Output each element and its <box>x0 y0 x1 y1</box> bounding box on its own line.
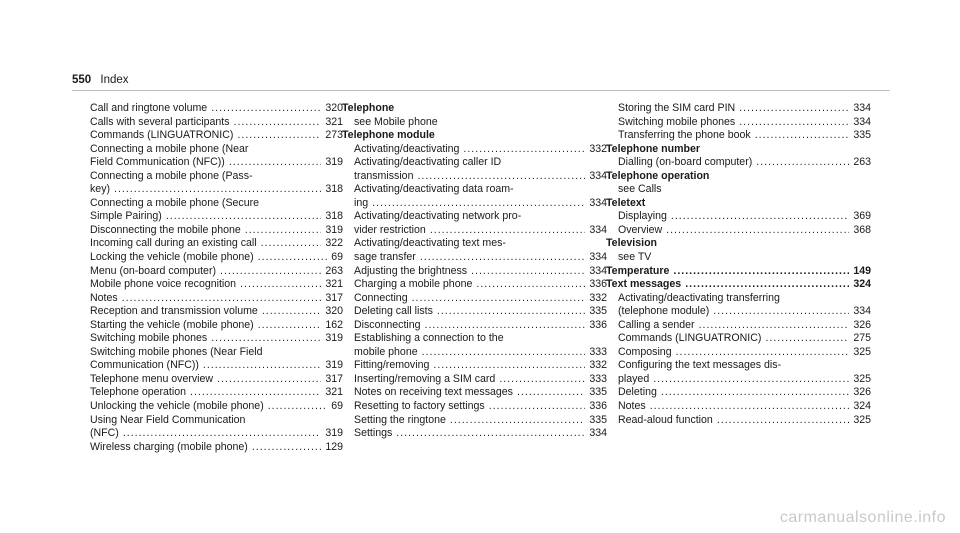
index-entry <box>354 346 607 360</box>
page-ref: 317 <box>325 291 343 304</box>
page-ref: 332 <box>589 142 607 155</box>
entry-text: Composing <box>618 345 672 358</box>
index-entry <box>90 102 343 116</box>
index-entry <box>354 170 607 184</box>
entry-line: Activating/deactivating text mes- <box>354 237 506 250</box>
entry-text: Field Communication (NFC)) <box>90 156 225 169</box>
dot-leader <box>471 265 585 279</box>
dot-leader <box>122 292 322 306</box>
index-entry <box>618 210 871 224</box>
entry-text: played <box>618 372 650 385</box>
page-ref: 325 <box>853 372 871 385</box>
entry-text: Notes <box>90 291 118 304</box>
entry-text: Displaying <box>618 210 667 223</box>
page-ref: 369 <box>853 210 871 223</box>
watermark: carmanualsonline.info <box>779 509 946 526</box>
entry-line: Configuring the text messages dis- <box>618 359 782 372</box>
page-ref: 334 <box>589 169 607 182</box>
index-entry <box>90 305 343 319</box>
page-ref: 334 <box>589 264 607 277</box>
index-heading: Telephone <box>342 102 395 114</box>
dot-leader <box>765 332 849 346</box>
see-reference: see Calls <box>618 183 662 196</box>
dot-leader <box>422 346 586 360</box>
entry-text: Calls with several participants <box>90 115 230 128</box>
index-entry <box>618 386 871 400</box>
dot-leader <box>671 210 849 224</box>
entry-line: Activating/deactivating data roam- <box>354 183 514 196</box>
index-entry <box>354 305 607 319</box>
dot-leader <box>417 170 585 184</box>
page-ref: 129 <box>325 440 343 453</box>
page-ref: 332 <box>589 291 607 304</box>
index-entry <box>354 400 607 414</box>
page-ref: 321 <box>325 115 343 128</box>
page-ref: 324 <box>853 400 871 413</box>
entry-text: Starting the vehicle (mobile phone) <box>90 318 254 331</box>
page-ref: 336 <box>589 278 607 291</box>
index-entry <box>90 237 343 251</box>
index-entry <box>90 156 343 170</box>
index-entry <box>354 278 607 292</box>
entry-text: Resetting to factory settings <box>354 400 485 413</box>
entry-text: Switching mobile phones <box>618 115 736 128</box>
entry-text: Mobile phone voice recognition <box>90 278 237 291</box>
dot-leader <box>412 292 586 306</box>
page-ref: 263 <box>853 156 871 169</box>
index-entry <box>618 332 871 346</box>
index-entry <box>354 143 607 157</box>
page-ref: 336 <box>589 318 607 331</box>
index-entry <box>90 386 343 400</box>
index-entry <box>90 278 343 292</box>
page-ref: 162 <box>325 318 343 331</box>
dot-leader <box>258 251 327 265</box>
dot-leader <box>476 278 585 292</box>
dot-leader <box>653 373 849 387</box>
page-ref: 334 <box>853 115 871 128</box>
entry-text: Simple Pairing) <box>90 210 162 223</box>
index-entry <box>90 400 343 414</box>
entry-text: ing <box>354 196 369 209</box>
entry-text: Commands (LINGUATRONIC) <box>90 129 234 142</box>
page-ref: 336 <box>589 400 607 413</box>
entry-text: mobile phone <box>354 345 418 358</box>
dot-leader <box>437 305 585 319</box>
page-ref: 322 <box>325 237 343 250</box>
page-ref: 275 <box>853 332 871 345</box>
entry-text: Charging a mobile phone <box>354 278 473 291</box>
dot-leader <box>717 414 849 428</box>
dot-leader <box>433 359 585 373</box>
dot-leader <box>372 197 585 211</box>
index-column-3 <box>606 102 871 427</box>
page-ref: 326 <box>853 318 871 331</box>
page-ref: 334 <box>853 102 871 114</box>
page-ref: 317 <box>325 372 343 385</box>
index-heading-entry <box>606 265 871 279</box>
page-ref: 319 <box>325 359 343 372</box>
dot-leader <box>166 210 321 224</box>
page-ref: 69 <box>331 400 343 413</box>
entry-line: Connecting a mobile phone (Secure <box>90 196 260 209</box>
index-entry <box>618 102 871 116</box>
entry-line: Activating/deactivating network pro- <box>354 210 522 223</box>
entry-text: Adjusting the brightness <box>354 264 468 277</box>
dot-leader <box>123 427 321 441</box>
dot-leader <box>661 386 849 400</box>
dot-leader <box>258 319 322 333</box>
entry-line: Switching mobile phones (Near Field <box>90 345 263 358</box>
dot-leader <box>739 102 849 116</box>
page-ref: 333 <box>589 345 607 358</box>
index-heading: Telephone number <box>606 142 700 155</box>
index-entry <box>90 359 343 373</box>
index-entry <box>354 251 607 265</box>
entry-text: Settings <box>354 427 393 440</box>
page-ref: 319 <box>325 223 343 236</box>
page-ref: 318 <box>325 210 343 223</box>
entry-text: Telephone operation <box>90 386 187 399</box>
index-entry <box>90 224 343 238</box>
index-entry <box>618 116 871 130</box>
entry-line: Connecting a mobile phone (Pass- <box>90 169 253 182</box>
dot-leader <box>499 373 585 387</box>
entry-text: Commands (LINGUATRONIC) <box>618 332 762 345</box>
index-entry <box>618 319 871 333</box>
dot-leader <box>268 400 327 414</box>
page-ref: 334 <box>589 251 607 264</box>
index-entry <box>354 386 607 400</box>
entry-text: Locking the vehicle (mobile phone) <box>90 251 254 264</box>
page-ref: 333 <box>589 372 607 385</box>
see-reference: see Mobile phone <box>354 115 438 128</box>
page-ref: 335 <box>853 129 871 142</box>
page-ref: 318 <box>325 183 343 196</box>
page-ref: 334 <box>589 223 607 236</box>
index-entry <box>90 116 343 130</box>
dot-leader <box>396 427 585 441</box>
index-entry <box>90 319 343 333</box>
dot-leader <box>755 129 850 143</box>
page-ref: 149 <box>853 264 871 277</box>
dot-leader <box>190 386 321 400</box>
entry-text: Incoming call during an existing call <box>90 237 257 250</box>
dot-leader <box>252 441 322 455</box>
index-entry <box>354 414 607 428</box>
entry-text: Storing the SIM card PIN <box>618 102 736 114</box>
dot-leader <box>650 400 850 414</box>
page-ref: 334 <box>589 196 607 209</box>
dot-leader <box>237 129 321 143</box>
index-entry <box>354 292 607 306</box>
entry-text: Deleting call lists <box>354 305 433 318</box>
index-column-1 <box>90 102 343 454</box>
index-entry <box>354 373 607 387</box>
dot-leader <box>261 237 322 251</box>
entry-text: sage transfer <box>354 251 416 264</box>
index-heading: Telephone operation <box>606 169 710 182</box>
page-ref: 325 <box>853 345 871 358</box>
entry-text: Notes <box>618 400 646 413</box>
page-ref: 324 <box>853 278 871 291</box>
dot-leader <box>713 305 849 319</box>
index-entry <box>90 129 343 143</box>
page-ref: 332 <box>589 359 607 372</box>
page-ref: 320 <box>325 102 343 114</box>
header-rule <box>72 90 890 91</box>
index-entry <box>618 414 871 428</box>
dot-leader <box>220 265 321 279</box>
entry-text: Calling a sender <box>618 318 695 331</box>
dot-leader <box>114 183 321 197</box>
dot-leader <box>234 116 322 130</box>
entry-line: Activating/deactivating caller ID <box>354 156 502 169</box>
dot-leader <box>489 400 586 414</box>
dot-leader <box>420 251 585 265</box>
index-entry <box>354 359 607 373</box>
page-ref: 368 <box>853 223 871 236</box>
index-entry <box>618 373 871 387</box>
index-entry <box>618 129 871 143</box>
index-entry <box>618 224 871 238</box>
index-entry <box>90 183 343 197</box>
page-ref: 325 <box>853 413 871 426</box>
index-entry <box>354 197 607 211</box>
dot-leader <box>245 224 322 238</box>
entry-text: Text messages <box>606 278 682 291</box>
entry-text: Activating/deactivating <box>354 142 460 155</box>
index-entry <box>90 292 343 306</box>
entry-text: Disconnecting <box>354 318 421 331</box>
index-entry <box>618 346 871 360</box>
entry-text: Unlocking the vehicle (mobile phone) <box>90 400 264 413</box>
index-entry <box>90 332 343 346</box>
entry-text: Read-aloud function <box>618 413 713 426</box>
index-column-2 <box>342 102 607 441</box>
entry-line: Using Near Field Communication <box>90 413 246 426</box>
index-entry <box>618 305 871 319</box>
entry-text: (telephone module) <box>618 305 710 318</box>
entry-text: Wireless charging (mobile phone) <box>90 440 248 453</box>
page-ref: 319 <box>325 156 343 169</box>
page-ref: 321 <box>325 386 343 399</box>
section-title: Index <box>100 74 129 86</box>
dot-leader <box>739 116 849 130</box>
index-entry <box>90 373 343 387</box>
dot-leader <box>685 278 849 292</box>
index-entry <box>354 265 607 279</box>
see-reference: see TV <box>618 251 652 264</box>
index-entry <box>90 265 343 279</box>
page-ref: 273 <box>325 129 343 142</box>
dot-leader <box>699 319 850 333</box>
index-entry <box>90 427 343 441</box>
index-heading: Teletext <box>606 196 646 209</box>
entry-text: Setting the ringtone <box>354 413 446 426</box>
dot-leader <box>203 359 321 373</box>
page-ref: 263 <box>325 264 343 277</box>
dot-leader <box>673 265 849 279</box>
entry-text: Transferring the phone book <box>618 129 751 142</box>
dot-leader <box>425 319 586 333</box>
index-entry <box>354 427 607 441</box>
page-ref: 326 <box>853 386 871 399</box>
page-ref: 319 <box>325 427 343 440</box>
dot-leader <box>229 156 322 170</box>
page-ref: 319 <box>325 332 343 345</box>
dot-leader <box>450 414 585 428</box>
page-ref: 334 <box>853 305 871 318</box>
index-entry <box>90 210 343 224</box>
entry-text: (NFC) <box>90 427 119 440</box>
entry-text: key) <box>90 183 111 196</box>
dot-leader <box>430 224 585 238</box>
entry-text: Deleting <box>618 386 657 399</box>
entry-text: Inserting/removing a SIM card <box>354 372 496 385</box>
index-entry <box>90 441 343 455</box>
entry-text: Call and ringtone volume <box>90 102 208 114</box>
page-number: 550 <box>72 74 92 86</box>
dot-leader <box>676 346 850 360</box>
dot-leader <box>211 332 321 346</box>
entry-text: Connecting <box>354 291 408 304</box>
entry-text: Overview <box>618 223 663 236</box>
dot-leader <box>517 386 585 400</box>
page-ref: 335 <box>589 413 607 426</box>
dot-leader <box>240 278 321 292</box>
index-entry <box>618 400 871 414</box>
dot-leader <box>211 102 321 116</box>
page-ref: 321 <box>325 278 343 291</box>
entry-line: Establishing a connection to the <box>354 332 504 345</box>
page-ref: 335 <box>589 386 607 399</box>
entry-text: vider restriction <box>354 223 426 236</box>
index-entry <box>354 319 607 333</box>
index-entry <box>618 156 871 170</box>
page-ref: 69 <box>331 251 343 264</box>
dot-leader <box>262 305 321 319</box>
page-ref: 334 <box>589 427 607 440</box>
entry-text: Switching mobile phones <box>90 332 208 345</box>
dot-leader <box>217 373 321 387</box>
entry-text: Telephone menu overview <box>90 372 214 385</box>
page-ref: 335 <box>589 305 607 318</box>
dot-leader <box>463 143 585 157</box>
entry-line: Activating/deactivating transferring <box>618 291 780 304</box>
entry-text: Temperature <box>606 264 670 277</box>
entry-text: Communication (NFC)) <box>90 359 199 372</box>
index-heading: Television <box>606 237 658 250</box>
index-heading-entry <box>606 278 871 292</box>
dot-leader <box>756 156 849 170</box>
index-heading: Telephone module <box>342 129 435 142</box>
index-entry <box>90 251 343 265</box>
entry-text: Menu (on-board computer) <box>90 264 217 277</box>
entry-text: Dialling (on-board computer) <box>618 156 753 169</box>
entry-text: Disconnecting the mobile phone <box>90 223 241 236</box>
entry-text: Reception and transmission volume <box>90 305 258 318</box>
page-header <box>72 74 129 86</box>
entry-line: Connecting a mobile phone (Near <box>90 142 249 155</box>
entry-text: transmission <box>354 169 414 182</box>
index-entry <box>354 224 607 238</box>
entry-text: Notes on receiving text messages <box>354 386 513 399</box>
entry-text: Fitting/removing <box>354 359 430 372</box>
page-ref: 320 <box>325 305 343 318</box>
dot-leader <box>666 224 849 238</box>
